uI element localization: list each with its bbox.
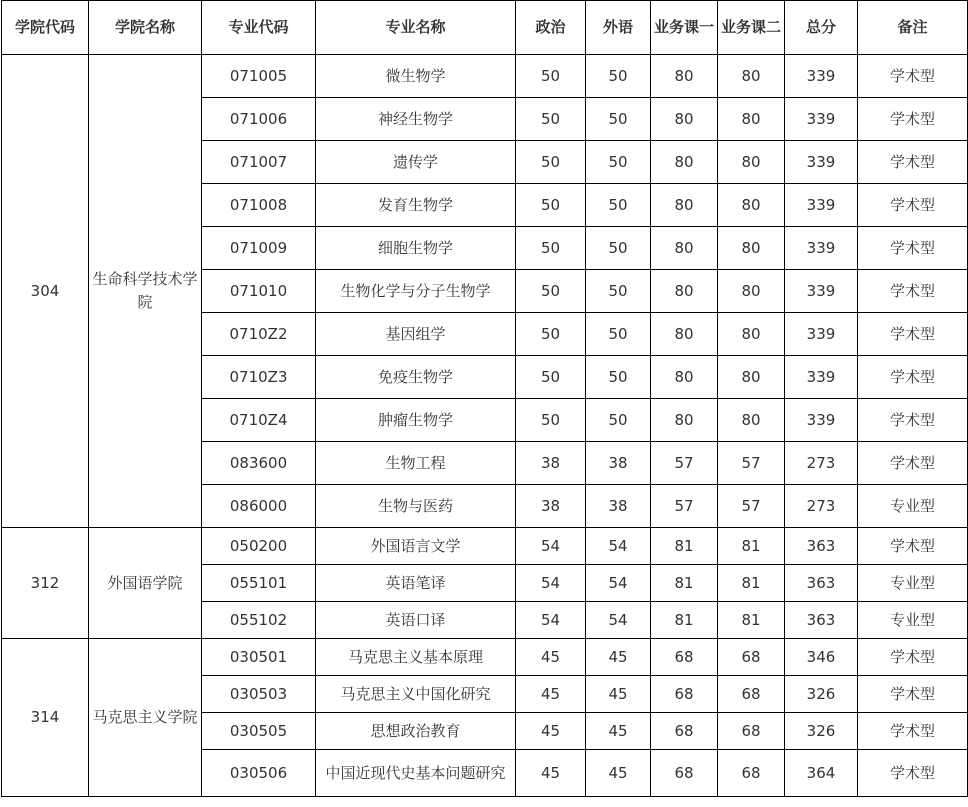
header-major-code: 专业代码 xyxy=(202,1,316,55)
subject-two-score-cell: 80 xyxy=(718,227,785,270)
header-row xyxy=(2,1,968,55)
header-foreign-language: 外语 xyxy=(586,1,651,55)
total-score-cell: 339 xyxy=(785,184,858,227)
total-score-cell: 339 xyxy=(785,313,858,356)
politics-score-cell: 54 xyxy=(516,565,586,602)
foreign-language-score-cell: 50 xyxy=(586,356,651,399)
total-score-cell: 339 xyxy=(785,356,858,399)
major-name-cell: 中国近现代史基本问题研究 xyxy=(316,750,516,797)
major-code-cell: 0710Z3 xyxy=(202,356,316,399)
subject-one-score-cell: 68 xyxy=(651,713,718,750)
subject-one-score-cell: 80 xyxy=(651,184,718,227)
politics-score-cell: 50 xyxy=(516,98,586,141)
subject-two-score-cell: 81 xyxy=(718,602,785,639)
major-code-cell: 055102 xyxy=(202,602,316,639)
college-name-cell: 马克思主义学院 xyxy=(89,639,202,797)
major-name-cell: 生物工程 xyxy=(316,442,516,485)
total-score-cell: 339 xyxy=(785,227,858,270)
remarks-cell: 学术型 xyxy=(858,313,968,356)
subject-two-score-cell: 68 xyxy=(718,676,785,713)
header-subject-one: 业务课一 xyxy=(651,1,718,55)
remarks-cell: 学术型 xyxy=(858,442,968,485)
subject-two-score-cell: 80 xyxy=(718,55,785,98)
subject-two-score-cell: 80 xyxy=(718,98,785,141)
remarks-cell: 学术型 xyxy=(858,528,968,565)
foreign-language-score-cell: 45 xyxy=(586,750,651,797)
foreign-language-score-cell: 38 xyxy=(586,485,651,528)
total-score-cell: 363 xyxy=(785,565,858,602)
total-score-cell: 364 xyxy=(785,750,858,797)
remarks-cell: 学术型 xyxy=(858,713,968,750)
major-code-cell: 0710Z2 xyxy=(202,313,316,356)
college-code-cell: 312 xyxy=(2,528,89,639)
major-code-cell: 071010 xyxy=(202,270,316,313)
total-score-cell: 273 xyxy=(785,485,858,528)
remarks-cell: 学术型 xyxy=(858,270,968,313)
major-name-cell: 生物化学与分子生物学 xyxy=(316,270,516,313)
subject-two-score-cell: 68 xyxy=(718,639,785,676)
subject-one-score-cell: 81 xyxy=(651,565,718,602)
politics-score-cell: 50 xyxy=(516,184,586,227)
foreign-language-score-cell: 45 xyxy=(586,713,651,750)
table-body xyxy=(2,55,968,797)
politics-score-cell: 50 xyxy=(516,227,586,270)
total-score-cell: 339 xyxy=(785,399,858,442)
major-code-cell: 071007 xyxy=(202,141,316,184)
major-code-cell: 0710Z4 xyxy=(202,399,316,442)
total-score-cell: 326 xyxy=(785,676,858,713)
foreign-language-score-cell: 50 xyxy=(586,55,651,98)
foreign-language-score-cell: 45 xyxy=(586,676,651,713)
total-score-cell: 339 xyxy=(785,55,858,98)
major-name-cell: 免疫生物学 xyxy=(316,356,516,399)
subject-one-score-cell: 80 xyxy=(651,98,718,141)
major-name-cell: 英语口译 xyxy=(316,602,516,639)
major-code-cell: 083600 xyxy=(202,442,316,485)
total-score-cell: 339 xyxy=(785,141,858,184)
header-college-code: 学院代码 xyxy=(2,1,89,55)
major-code-cell: 030501 xyxy=(202,639,316,676)
major-name-cell: 细胞生物学 xyxy=(316,227,516,270)
foreign-language-score-cell: 54 xyxy=(586,528,651,565)
major-name-cell: 基因组学 xyxy=(316,313,516,356)
major-code-cell: 055101 xyxy=(202,565,316,602)
subject-one-score-cell: 57 xyxy=(651,442,718,485)
remarks-cell: 学术型 xyxy=(858,750,968,797)
subject-two-score-cell: 81 xyxy=(718,528,785,565)
remarks-cell: 学术型 xyxy=(858,639,968,676)
foreign-language-score-cell: 50 xyxy=(586,313,651,356)
remarks-cell: 学术型 xyxy=(858,356,968,399)
subject-one-score-cell: 57 xyxy=(651,485,718,528)
subject-one-score-cell: 80 xyxy=(651,141,718,184)
major-code-cell: 071005 xyxy=(202,55,316,98)
subject-two-score-cell: 57 xyxy=(718,442,785,485)
score-table xyxy=(1,0,968,797)
college-name-cell: 外国语学院 xyxy=(89,528,202,639)
major-code-cell: 030506 xyxy=(202,750,316,797)
college-code-cell: 314 xyxy=(2,639,89,797)
foreign-language-score-cell: 54 xyxy=(586,602,651,639)
subject-two-score-cell: 80 xyxy=(718,313,785,356)
subject-one-score-cell: 80 xyxy=(651,356,718,399)
remarks-cell: 学术型 xyxy=(858,227,968,270)
politics-score-cell: 50 xyxy=(516,399,586,442)
subject-one-score-cell: 80 xyxy=(651,270,718,313)
politics-score-cell: 45 xyxy=(516,639,586,676)
foreign-language-score-cell: 38 xyxy=(586,442,651,485)
foreign-language-score-cell: 50 xyxy=(586,141,651,184)
remarks-cell: 专业型 xyxy=(858,602,968,639)
politics-score-cell: 45 xyxy=(516,676,586,713)
major-code-cell: 071006 xyxy=(202,98,316,141)
table-row xyxy=(2,55,968,98)
politics-score-cell: 50 xyxy=(516,141,586,184)
politics-score-cell: 38 xyxy=(516,442,586,485)
total-score-cell: 339 xyxy=(785,98,858,141)
total-score-cell: 363 xyxy=(785,602,858,639)
foreign-language-score-cell: 45 xyxy=(586,639,651,676)
subject-two-score-cell: 81 xyxy=(718,565,785,602)
subject-one-score-cell: 80 xyxy=(651,399,718,442)
major-code-cell: 071008 xyxy=(202,184,316,227)
header-subject-two: 业务课二 xyxy=(718,1,785,55)
major-code-cell: 030503 xyxy=(202,676,316,713)
politics-score-cell: 54 xyxy=(516,528,586,565)
subject-two-score-cell: 80 xyxy=(718,356,785,399)
total-score-cell: 326 xyxy=(785,713,858,750)
politics-score-cell: 50 xyxy=(516,55,586,98)
total-score-cell: 363 xyxy=(785,528,858,565)
major-name-cell: 思想政治教育 xyxy=(316,713,516,750)
major-name-cell: 神经生物学 xyxy=(316,98,516,141)
major-name-cell: 马克思主义基本原理 xyxy=(316,639,516,676)
major-code-cell: 071009 xyxy=(202,227,316,270)
major-code-cell: 050200 xyxy=(202,528,316,565)
major-code-cell: 086000 xyxy=(202,485,316,528)
header-total: 总分 xyxy=(785,1,858,55)
subject-one-score-cell: 68 xyxy=(651,676,718,713)
remarks-cell: 学术型 xyxy=(858,98,968,141)
remarks-cell: 学术型 xyxy=(858,676,968,713)
foreign-language-score-cell: 50 xyxy=(586,184,651,227)
major-name-cell: 微生物学 xyxy=(316,55,516,98)
major-name-cell: 遗传学 xyxy=(316,141,516,184)
header-college-name: 学院名称 xyxy=(89,1,202,55)
college-code-cell: 304 xyxy=(2,55,89,528)
major-name-cell: 生物与医药 xyxy=(316,485,516,528)
remarks-cell: 学术型 xyxy=(858,184,968,227)
total-score-cell: 346 xyxy=(785,639,858,676)
subject-two-score-cell: 80 xyxy=(718,399,785,442)
remarks-cell: 专业型 xyxy=(858,565,968,602)
subject-one-score-cell: 80 xyxy=(651,227,718,270)
subject-two-score-cell: 68 xyxy=(718,750,785,797)
remarks-cell: 专业型 xyxy=(858,485,968,528)
major-name-cell: 英语笔译 xyxy=(316,565,516,602)
subject-two-score-cell: 80 xyxy=(718,184,785,227)
politics-score-cell: 50 xyxy=(516,270,586,313)
politics-score-cell: 54 xyxy=(516,602,586,639)
subject-two-score-cell: 80 xyxy=(718,270,785,313)
subject-one-score-cell: 81 xyxy=(651,602,718,639)
college-name-cell: 生命科学技术学院 xyxy=(89,55,202,528)
foreign-language-score-cell: 50 xyxy=(586,98,651,141)
total-score-cell: 339 xyxy=(785,270,858,313)
remarks-cell: 学术型 xyxy=(858,55,968,98)
foreign-language-score-cell: 50 xyxy=(586,270,651,313)
total-score-cell: 273 xyxy=(785,442,858,485)
subject-two-score-cell: 57 xyxy=(718,485,785,528)
foreign-language-score-cell: 54 xyxy=(586,565,651,602)
remarks-cell: 学术型 xyxy=(858,141,968,184)
politics-score-cell: 38 xyxy=(516,485,586,528)
subject-two-score-cell: 68 xyxy=(718,713,785,750)
header-major-name: 专业名称 xyxy=(316,1,516,55)
major-name-cell: 外国语言文学 xyxy=(316,528,516,565)
foreign-language-score-cell: 50 xyxy=(586,399,651,442)
subject-one-score-cell: 80 xyxy=(651,55,718,98)
major-name-cell: 肿瘤生物学 xyxy=(316,399,516,442)
header-remarks: 备注 xyxy=(858,1,968,55)
politics-score-cell: 45 xyxy=(516,750,586,797)
header-politics: 政治 xyxy=(516,1,586,55)
foreign-language-score-cell: 50 xyxy=(586,227,651,270)
major-code-cell: 030505 xyxy=(202,713,316,750)
politics-score-cell: 50 xyxy=(516,313,586,356)
politics-score-cell: 45 xyxy=(516,713,586,750)
table-row xyxy=(2,639,968,676)
subject-one-score-cell: 80 xyxy=(651,313,718,356)
subject-one-score-cell: 68 xyxy=(651,750,718,797)
table-row xyxy=(2,528,968,565)
major-name-cell: 马克思主义中国化研究 xyxy=(316,676,516,713)
subject-one-score-cell: 68 xyxy=(651,639,718,676)
subject-one-score-cell: 81 xyxy=(651,528,718,565)
remarks-cell: 学术型 xyxy=(858,399,968,442)
major-name-cell: 发育生物学 xyxy=(316,184,516,227)
politics-score-cell: 50 xyxy=(516,356,586,399)
subject-two-score-cell: 80 xyxy=(718,141,785,184)
